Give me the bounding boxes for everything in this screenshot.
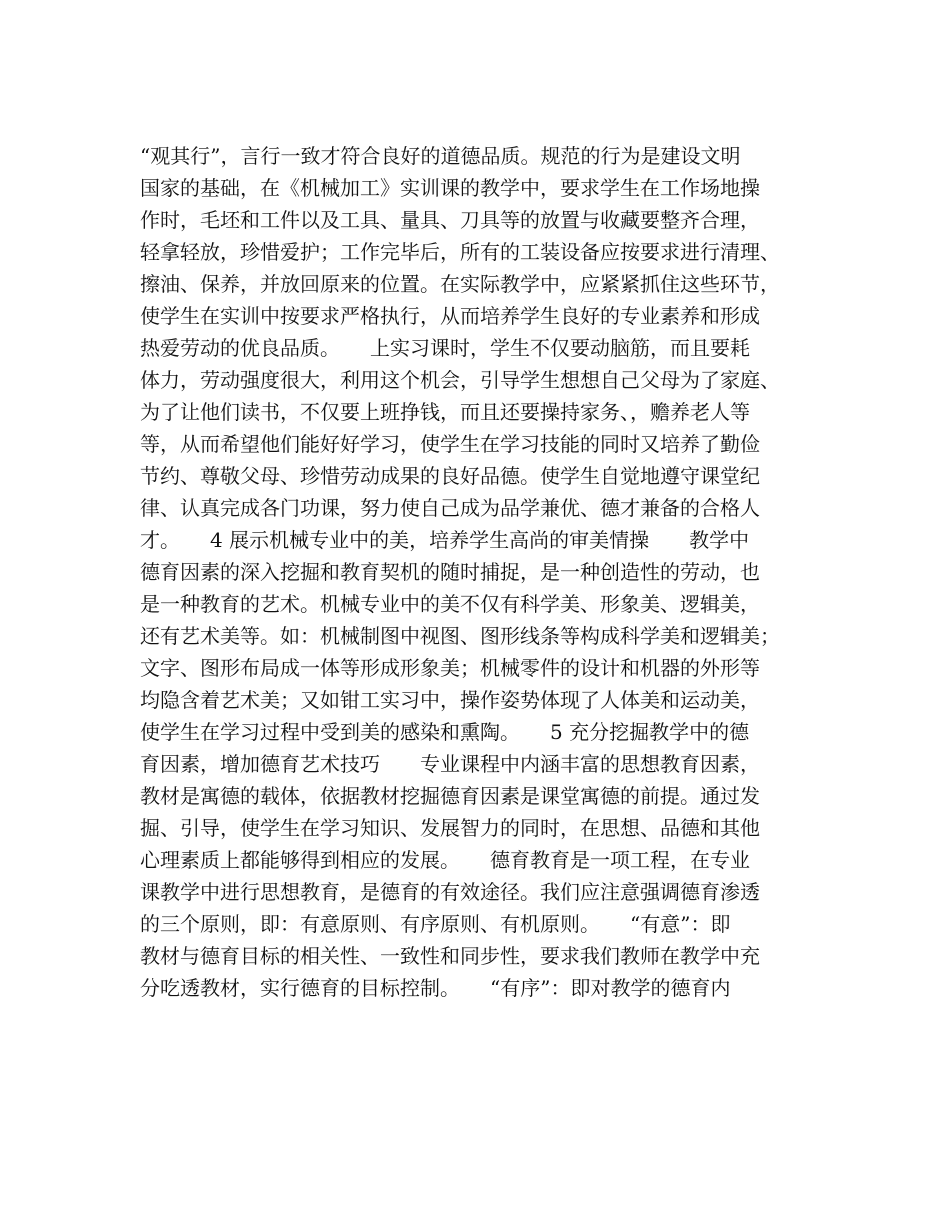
text-line: 体力，劳动强度很大，利用这个机会，引导学生想想自己父母为了家庭、 (140, 368, 780, 392)
text-line: 等，从而希望他们能好好学习，使学生在学习技能的同时又培养了勤俭 (140, 432, 760, 456)
text-line: 课教学中进行思想教育，是德育的有效途径。我们应注意强调德育渗透 (140, 880, 760, 904)
text-line: 才。 4 展示机械专业中的美，培养学生高尚的审美情操 教学中 (140, 528, 750, 552)
text-line: 是一种教育的艺术。机械专业中的美不仅有科学美、形象美、逻辑美， (140, 592, 760, 616)
text-line: 均隐含着艺术美；又如钳工实习中，操作姿势体现了人体美和运动美， (140, 688, 760, 712)
text-line: 作时，毛坯和工件以及工具、量具、刀具等的放置与收藏要整齐合理， (140, 208, 760, 232)
text-line: 的三个原则，即：有意原则、有序原则、有机原则。 “有意”：即 (140, 912, 731, 936)
text-line: 德育因素的深入挖掘和教育契机的随时捕捉，是一种创造性的劳动，也 (140, 560, 760, 584)
text-line: 擦油、保养，并放回原来的位置。在实际教学中，应紧紧抓住这些环节， (140, 272, 780, 296)
body-text (140, 140, 820, 1004)
text-line: 育因素，增加德育艺术技巧 专业课程中内涵丰富的思想教育因素， (140, 752, 760, 776)
text-line: 分吃透教材，实行德育的目标控制。 “有序”：即对教学的德育内 (140, 976, 731, 1000)
text-line: 教材与德育目标的相关性、一致性和同步性，要求我们教师在教学中充 (140, 944, 760, 968)
text-line: 教材是寓德的载体，依据教材挖掘德育因素是课堂寓德的前提。通过发 (140, 784, 760, 808)
text-line: 使学生在实训中按要求严格执行，从而培养学生良好的专业素养和形成 (140, 304, 760, 328)
text-line: 律、认真完成各门功课，努力使自己成为品学兼优、德才兼备的合格人 (140, 496, 760, 520)
text-line: 使学生在学习过程中受到美的感染和熏陶。 5 充分挖掘教学中的德 (140, 720, 750, 744)
text-line: 文字、图形布局成一体等形成形象美；机械零件的设计和机器的外形等 (140, 656, 760, 680)
text-line: 热爱劳动的优良品质。 上实习课时，学生不仅要动脑筋，而且要耗 (140, 336, 750, 360)
text-line: 国家的基础，在《机械加工》实训课的教学中，要求学生在工作场地操 (140, 176, 760, 200)
text-line: 节约、尊敬父母、珍惜劳动成果的良好品德。使学生自觉地遵守课堂纪 (140, 464, 760, 488)
text-line: “观其行”，言行一致才符合良好的道德品质。规范的行为是建设文明 (140, 144, 741, 168)
text-line: 轻拿轻放，珍惜爱护；工作完毕后，所有的工装设备应按要求进行清理、 (140, 240, 780, 264)
text-line: 还有艺术美等。如：机械制图中视图、图形线条等构成科学美和逻辑美； (140, 624, 780, 648)
text-line: 为了让他们读书，不仅要上班挣钱，而且还要操持家务、，赡养老人等 (140, 400, 750, 424)
text-line: 掘、引导，使学生在学习知识、发展智力的同时，在思想、品德和其他 (140, 816, 760, 840)
text-line: 心理素质上都能够得到相应的发展。 德育教育是一项工程，在专业 (140, 848, 750, 872)
